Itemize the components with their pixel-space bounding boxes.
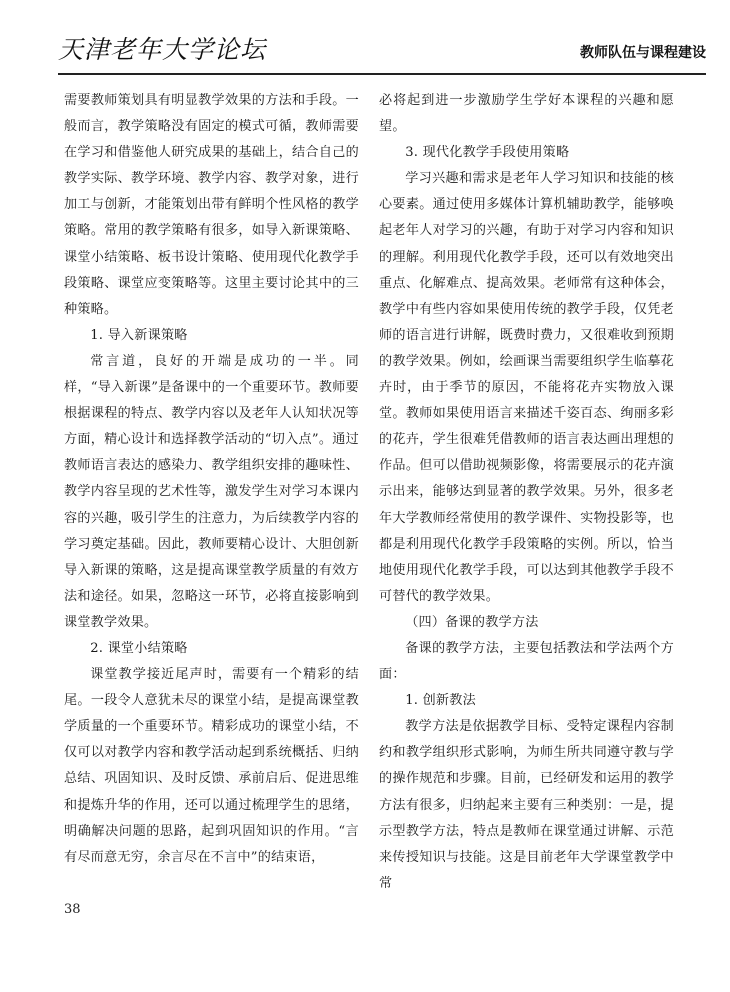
subheading-import-strategy: 1. 导入新课策略 [90,327,188,343]
paragraph: 需要教师策划具有明显教学效果的方法和手段。一般而言，教学策略没有固定的模式可循，教师需要在学习和借鉴他人研究成果的基础上，结合自己的教学实际、教学环境、教学内容、教学对象，进行加工与创新，才能策划出带有鲜明个性风格的教学策略。常用的教学策略有很多，如导入新课策略、课堂小结策略、板书设计策略、使用现代化教学手段策略、课堂应变策略等。这里主要讨论其中的三种策略。 [64,93,359,317]
paragraph: 学习兴趣和需求是老年人学习知识和技能的核心要素。通过使用多媒体计算机辅助教学，能够唤起老年人对学习的兴趣，有助于对学习内容和知识的理解。利用现代化教学手段，还可以有效地突出重点、化解难点、提高效果。老师常有这种体会，教学中有些内容如果使用传统的教学手段，仅凭老师的语言进行讲解，既费时费力，又很难收到预期的教学效果。例如，绘画课当需要组织学生临摹花卉时，由于季节的原因，不能将花卉实物放入课堂。教师如果使用语言来描述千姿百态、绚丽多彩的花卉，学生很难凭借教师的语言表达画出理想的作品。但可以借助视频影像，将需要展示的花卉演示出来，能够达到显著的教学效果。另外，很多老年大学教师经常使用的教学课件、实物投影等，也都是利用现代化教学手段策略的实例。所以，恰当地使用现代化教学手段，可以达到其他教学手段不可替代的教学效果。 [379,171,674,604]
section-heading-methods: （四）备课的教学方法 [405,614,539,630]
paragraph: 教学方法是依据教学目标、受特定课程内容制约和教学组织形式影响，为师生所共同遵守教与学的操作规范和步骤。目前，已经研发和运用的教学方法有很多，归纳起来主要有三种类别：一是，提示型教学方法，特点是教师在课堂通过讲解、示范来传授知识与技能。这是目前老年大学课堂教学中常 [379,719,674,891]
paragraph: 课堂教学接近尾声时，需要有一个精彩的结尾。一段令人意犹未尽的课堂小结，是提高课堂教学质量的一个重要环节。精彩成功的课堂小结，不仅可以对教学内容和教学活动起到系统概括、归纳总结、巩固知识、及时反馈、承前启后、促进思维和提炼升华的作用，还可以通过梳理学生的思绪，明确解决问题的思路，起到巩固知识的作用。“言有尽而意无穷，余言尽在不言中”的结束语， [64,667,359,865]
left-column [64,88,359,871]
paragraph: 必将起到进一步激励学生学好本课程的兴趣和愿望。 [379,93,674,135]
paragraph: 常言道，良好的开端是成功的一半。同样，“导入新课”是备课中的一个重要环节。教师要根据课程的特点、教学内容以及老年人认知状况等方面，精心设计和选择教学活动的“切入点”。通过教师语言表达的感染力、教学组织安排的趣味性、教学内容呈现的艺术性等，激发学生对学习本课内容的兴趣，吸引学生的注意力，为后续教学内容的学习奠定基础。因此，教师要精心设计、大胆创新导入新课的策略，这是提高课堂教学质量的有效方法和途径。如果，忽略这一环节，必将直接影响到课堂教学效果。 [64,353,359,630]
header-rule [58,73,706,75]
journal-logo: 天津老年大学论坛 [58,35,267,64]
subheading-innovative-teaching: 1. 创新教法 [405,693,476,709]
right-column [379,88,674,897]
section-title: 教师队伍与课程建设 [580,45,706,61]
subheading-modern-teaching: 3. 现代化教学手段使用策略 [405,145,570,161]
page-number: 38 [64,902,81,917]
subheading-summary-strategy: 2. 课堂小结策略 [90,640,188,656]
masthead [58,28,706,74]
paragraph: 备课的教学方法，主要包括教法和学法两个方面： [379,640,674,683]
